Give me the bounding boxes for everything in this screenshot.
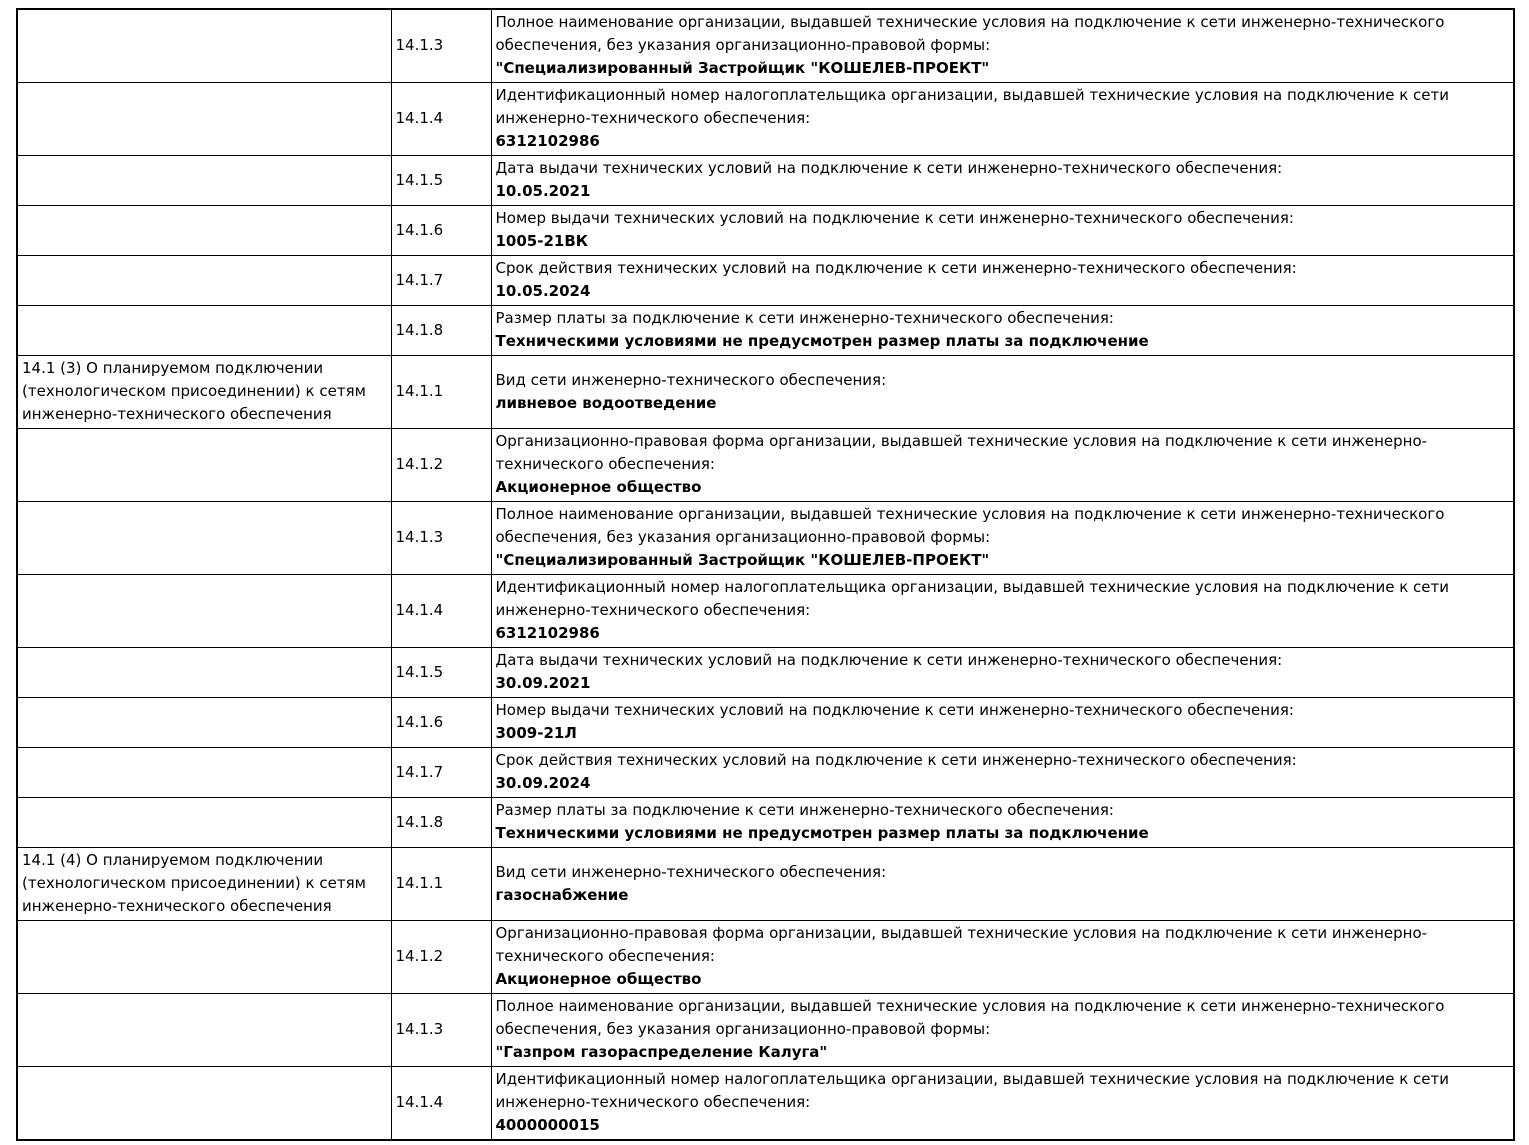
field-value: 10.05.2024: [495, 282, 591, 300]
content-cell: [491, 83, 1514, 156]
code-cell: 14.1.5: [391, 156, 491, 206]
section-cell: [17, 648, 391, 698]
table-row: [17, 306, 1514, 356]
field-value: Техническими условиями не предусмотрен размер платы за подключение: [495, 824, 1149, 842]
content-cell: [491, 648, 1514, 698]
content-cell: [491, 848, 1514, 921]
table-row: [17, 798, 1514, 848]
field-value: 3009-21Л: [495, 724, 577, 742]
field-value: Техническими условиями не предусмотрен размер платы за подключение: [495, 332, 1149, 350]
content-cell: [491, 575, 1514, 648]
section-cell: [17, 1067, 391, 1141]
code-cell: 14.1.3: [391, 994, 491, 1067]
field-label: Идентификационный номер налогоплательщика организации, выдавшей технические условия на подключение к сети инженерно-технического обеспечения:: [495, 578, 1450, 619]
section-cell: 14.1 (4) О планируемом подключении (технологическом присоединении) к сетям инженерно-технического обеспечения: [17, 848, 391, 921]
table-row: [17, 83, 1514, 156]
section-cell: [17, 206, 391, 256]
field-label: Полное наименование организации, выдавшей технические условия на подключение к сети инженерно-технического обеспечения, без указания организационно-правовой формы:: [495, 505, 1445, 546]
field-value: 1005-21ВК: [495, 232, 589, 250]
field-value: 6312102986: [495, 624, 600, 642]
field-label: Размер платы за подключение к сети инженерно-технического обеспечения:: [495, 309, 1114, 327]
code-cell: 14.1.3: [391, 502, 491, 575]
field-value: "Газпром газораспределение Калуга": [495, 1043, 828, 1061]
table-row: [17, 1067, 1514, 1141]
field-label: Срок действия технических условий на подключение к сети инженерно-технического обеспечения:: [495, 259, 1297, 277]
content-cell: [491, 429, 1514, 502]
code-cell: 14.1.2: [391, 921, 491, 994]
table-row: [17, 748, 1514, 798]
content-cell: [491, 206, 1514, 256]
field-label: Срок действия технических условий на подключение к сети инженерно-технического обеспечения:: [495, 751, 1297, 769]
section-cell: [17, 156, 391, 206]
code-cell: 14.1.4: [391, 575, 491, 648]
code-cell: 14.1.8: [391, 798, 491, 848]
field-value: "Специализированный Застройщик "КОШЕЛЕВ-ПРОЕКТ": [495, 551, 990, 569]
table-row: [17, 156, 1514, 206]
field-label: Идентификационный номер налогоплательщика организации, выдавшей технические условия на подключение к сети инженерно-технического обеспечения:: [495, 1070, 1450, 1111]
table-row: [17, 256, 1514, 306]
field-value: газоснабжение: [495, 885, 629, 904]
table-row: [17, 698, 1514, 748]
section-cell: [17, 698, 391, 748]
section-cell: 14.1 (3) О планируемом подключении (технологическом присоединении) к сетям инженерно-технического обеспечения: [17, 356, 391, 429]
table-row: [17, 502, 1514, 575]
content-cell: [491, 356, 1514, 429]
content-cell: [491, 698, 1514, 748]
field-label: Вид сети инженерно-технического обеспечения:: [495, 370, 887, 389]
section-cell: [17, 575, 391, 648]
section-cell: [17, 306, 391, 356]
field-label: Полное наименование организации, выдавшей технические условия на подключение к сети инженерно-технического обеспечения, без указания организационно-правовой формы:: [495, 997, 1445, 1038]
table-row: [17, 356, 1514, 429]
field-label: Размер платы за подключение к сети инженерно-технического обеспечения:: [495, 801, 1114, 819]
field-label: Полное наименование организации, выдавшей технические условия на подключение к сети инженерно-технического обеспечения, без указания организационно-правовой формы:: [495, 13, 1445, 54]
field-label: Номер выдачи технических условий на подключение к сети инженерно-технического обеспечения:: [495, 701, 1294, 719]
code-cell: 14.1.4: [391, 1067, 491, 1141]
code-cell: 14.1.8: [391, 306, 491, 356]
code-cell: 14.1.4: [391, 83, 491, 156]
content-cell: [491, 798, 1514, 848]
field-value: 10.05.2021: [495, 182, 591, 200]
code-cell: 14.1.5: [391, 648, 491, 698]
code-cell: 14.1.6: [391, 698, 491, 748]
table-row: [17, 9, 1514, 83]
section-cell: [17, 256, 391, 306]
declaration-table: [16, 8, 1515, 1141]
table-row: [17, 648, 1514, 698]
table-row: [17, 994, 1514, 1067]
table-row: [17, 921, 1514, 994]
code-cell: 14.1.1: [391, 848, 491, 921]
field-label: Идентификационный номер налогоплательщика организации, выдавшей технические условия на подключение к сети инженерно-технического обеспечения:: [495, 86, 1450, 127]
table-row: [17, 429, 1514, 502]
field-value: 6312102986: [495, 132, 600, 150]
section-cell: [17, 502, 391, 575]
field-value: ливневое водоотведение: [495, 393, 717, 412]
content-cell: [491, 502, 1514, 575]
section-cell: [17, 9, 391, 83]
field-value: Акционерное общество: [495, 970, 702, 988]
field-label: Номер выдачи технических условий на подключение к сети инженерно-технического обеспечения:: [495, 209, 1294, 227]
section-cell: [17, 994, 391, 1067]
field-label: Дата выдачи технических условий на подключение к сети инженерно-технического обеспечения:: [495, 159, 1283, 177]
field-label: Дата выдачи технических условий на подключение к сети инженерно-технического обеспечения:: [495, 651, 1283, 669]
section-cell: [17, 921, 391, 994]
content-cell: [491, 306, 1514, 356]
field-value: 4000000015: [495, 1116, 600, 1134]
field-label: Организационно-правовая форма организации, выдавшей технические условия на подключение к сети инженерно-технического обеспечения:: [495, 432, 1428, 473]
table-row: [17, 848, 1514, 921]
section-cell: [17, 748, 391, 798]
code-cell: 14.1.7: [391, 256, 491, 306]
section-cell: [17, 798, 391, 848]
field-label: Вид сети инженерно-технического обеспечения:: [495, 862, 887, 881]
field-value: "Специализированный Застройщик "КОШЕЛЕВ-ПРОЕКТ": [495, 59, 990, 77]
code-cell: 14.1.1: [391, 356, 491, 429]
field-value: 30.09.2024: [495, 774, 591, 792]
section-cell: [17, 83, 391, 156]
code-cell: 14.1.7: [391, 748, 491, 798]
content-cell: [491, 1067, 1514, 1141]
table-row: [17, 206, 1514, 256]
content-cell: [491, 256, 1514, 306]
content-cell: [491, 994, 1514, 1067]
code-cell: 14.1.3: [391, 9, 491, 83]
content-cell: [491, 748, 1514, 798]
code-cell: 14.1.6: [391, 206, 491, 256]
section-cell: [17, 429, 391, 502]
field-value: 30.09.2021: [495, 674, 591, 692]
content-cell: [491, 9, 1514, 83]
table-row: [17, 575, 1514, 648]
code-cell: 14.1.2: [391, 429, 491, 502]
content-cell: [491, 921, 1514, 994]
field-value: Акционерное общество: [495, 478, 702, 496]
field-label: Организационно-правовая форма организации, выдавшей технические условия на подключение к сети инженерно-технического обеспечения:: [495, 924, 1428, 965]
content-cell: [491, 156, 1514, 206]
